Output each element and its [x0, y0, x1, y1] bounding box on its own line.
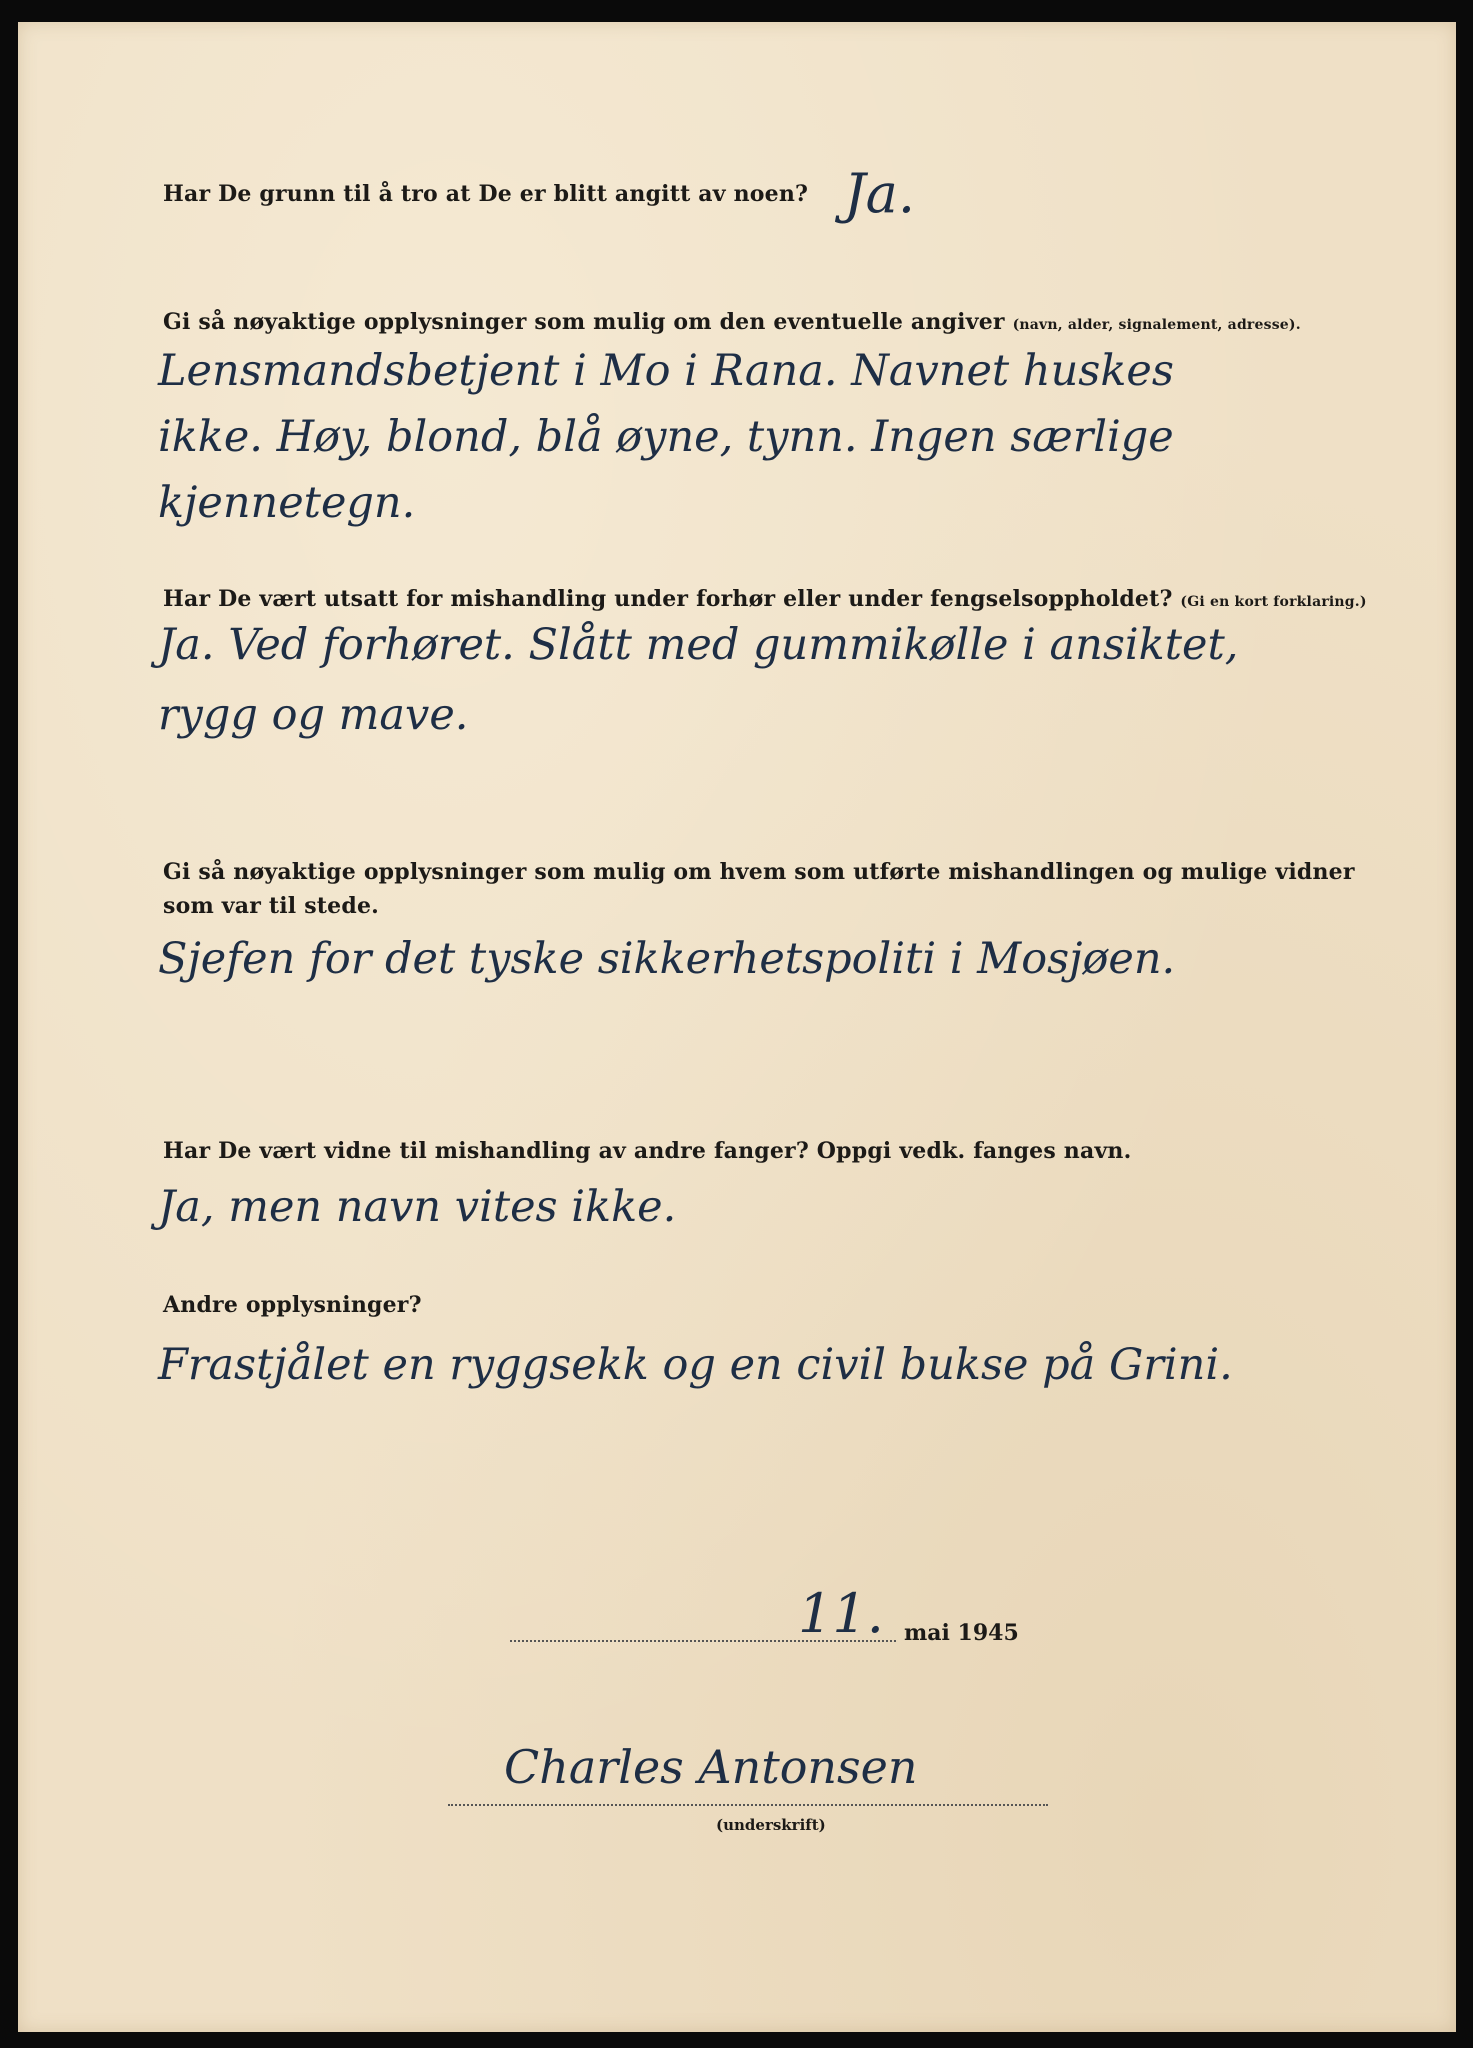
- signature-dotted-line: [448, 1804, 1048, 1806]
- signature-handwritten: Charles Antonsen: [504, 1740, 918, 1794]
- signature-caption: (underskrift): [716, 1816, 826, 1834]
- date-month-year: mai 1945: [904, 1620, 1019, 1646]
- document-page: [18, 22, 1456, 2032]
- answer-1: Ja.: [844, 162, 916, 225]
- date-day-handwritten: 11.: [798, 1582, 884, 1645]
- answer-3-line-1: Ja. Ved forhøret. Slått med gummikølle i ansiktet,: [158, 620, 1239, 670]
- question-2: [163, 305, 1301, 342]
- question-6-text: Andre opplysninger?: [163, 1292, 422, 1318]
- question-1: [163, 177, 808, 211]
- question-2-note: (navn, alder, signalement, adresse).: [1012, 317, 1301, 333]
- question-5: [163, 1134, 1131, 1168]
- question-6: [163, 1288, 422, 1322]
- question-3-text: Har De vært utsatt for mishandling under forhør eller under fengselsoppholdet?: [163, 586, 1173, 612]
- question-1-text: Har De grunn til å tro at De er blitt angitt av noen?: [163, 181, 809, 207]
- answer-3-line-2: rygg og mave.: [158, 690, 469, 740]
- answer-6: Frastjålet en ryggsekk og en civil bukse på Grini.: [158, 1340, 1233, 1390]
- answer-2-line-2: ikke. Høy, blond, blå øyne, tynn. Ingen særlige: [158, 412, 1174, 462]
- date-dotted-line: [510, 1640, 896, 1642]
- question-2-text: Gi så nøyaktige opplysninger som mulig om den eventuelle angiver: [163, 309, 1005, 335]
- question-3-note: (Gi en kort forklaring.): [1180, 594, 1367, 610]
- answer-2-line-1: Lensmandsbetjent i Mo i Rana. Navnet huskes: [158, 346, 1174, 396]
- question-4: [163, 855, 1363, 923]
- question-5-text: Har De vært vidne til mishandling av andre fanger? Oppgi vedk. fanges navn.: [163, 1138, 1132, 1164]
- answer-4: Sjefen for det tyske sikkerhetspoliti i Mosjøen.: [158, 934, 1176, 984]
- question-4-text: Gi så nøyaktige opplysninger som mulig om hvem som utførte mishandlingen og mulige vidner som var til stede.: [163, 859, 1355, 919]
- answer-5: Ja, men navn vites ikke.: [158, 1182, 677, 1232]
- question-3: [163, 582, 1367, 619]
- answer-2-line-3: kjennetegn.: [158, 478, 416, 528]
